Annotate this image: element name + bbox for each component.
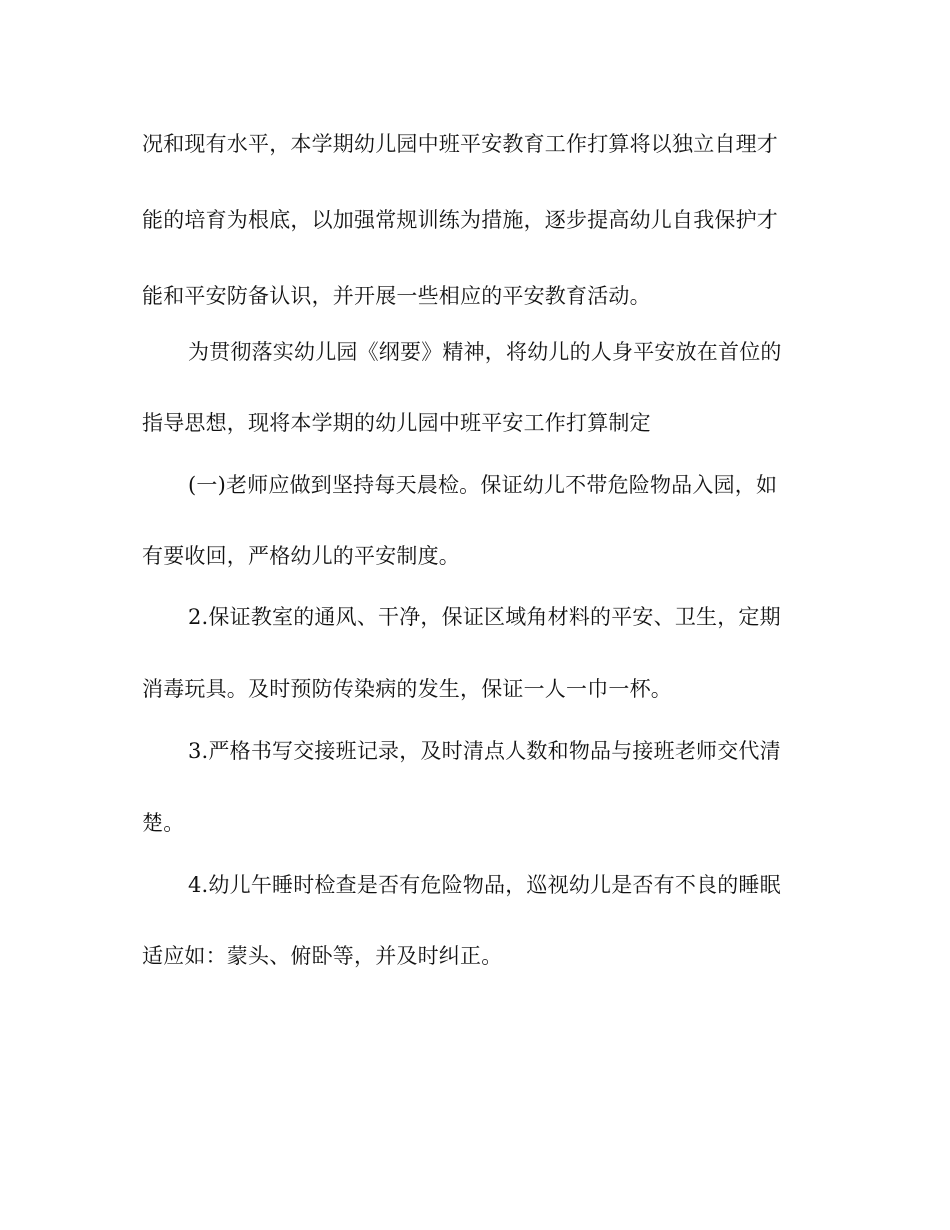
text-line: 能的培育为根底，以加强常规训练为措施，逐步提高幼儿自我保护才	[142, 208, 778, 232]
text-line: 楚。	[142, 811, 185, 835]
text-line: 消毒玩具。及时预防传染病的发生，保证一人一巾一杯。	[142, 677, 672, 701]
text-line: 2.保证教室的通风、干净，保证区域角材料的平安、卫生，定期	[188, 605, 781, 629]
text-line: 为贯彻落实幼儿园《纲要》精神，将幼儿的人身平安放在首位的	[188, 340, 782, 364]
text-line: 3.严格书写交接班记录，及时清点人数和物品与接班老师交代清	[188, 739, 781, 763]
text-line: 能和平安防备认识，并开展一些相应的平安教育活动。	[142, 284, 651, 308]
text-line: (一)老师应做到坚持每天晨检。保证幼儿不带危险物品入园，如	[188, 473, 778, 497]
text-line: 况和现有水平，本学期幼儿园中班平安教育工作打算将以独立自理才	[142, 132, 778, 156]
text-line: 适应如：蒙头、俯卧等，并及时纠正。	[142, 944, 503, 968]
text-line: 指导思想，现将本学期的幼儿园中班平安工作打算制定	[142, 411, 651, 435]
text-line: 4.幼儿午睡时检查是否有危险物品，巡视幼儿是否有不良的睡眠	[188, 873, 781, 897]
text-line: 有要收回，严格幼儿的平安制度。	[142, 544, 460, 568]
